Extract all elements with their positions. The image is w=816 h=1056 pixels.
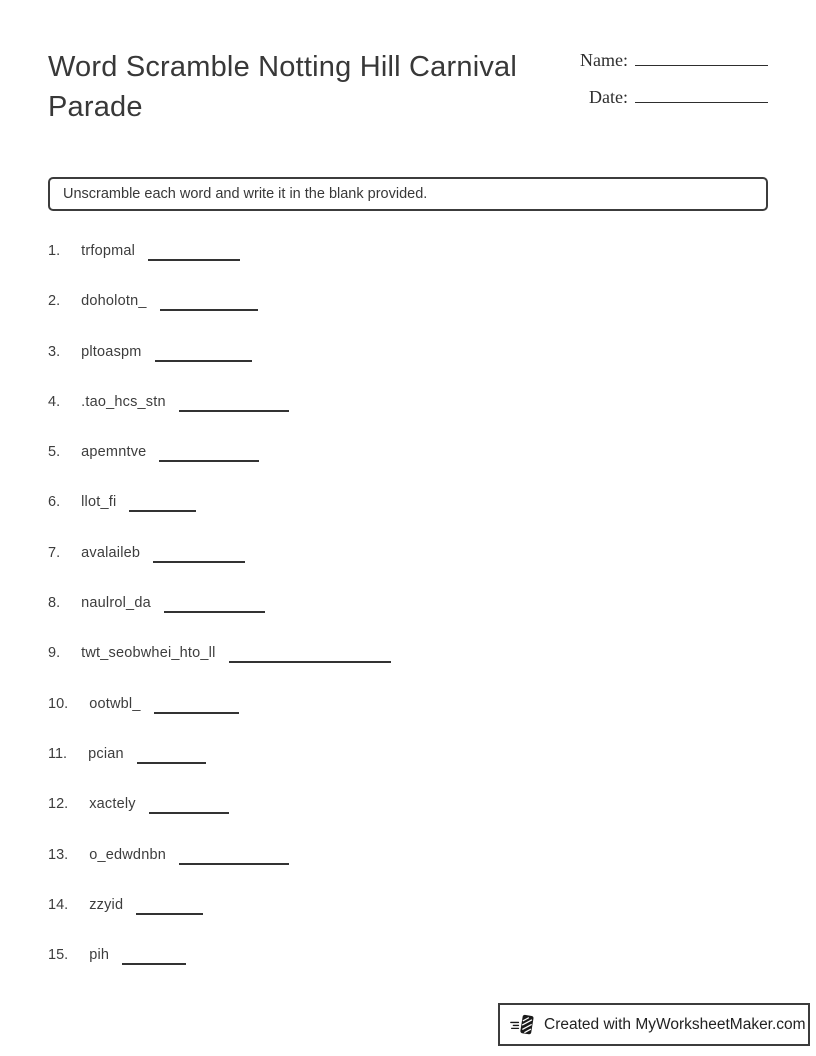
scrambled-word: .tao_hcs_stn (81, 393, 166, 410)
item-number: 6. (48, 494, 61, 511)
word-scramble-row (48, 290, 748, 312)
date-row (560, 87, 768, 108)
name-row (560, 50, 768, 71)
name-blank-line (635, 53, 768, 66)
flying-worksheet-logo-icon (510, 1011, 537, 1039)
item-number: 1. (48, 243, 61, 259)
answer-blank-line (179, 849, 289, 865)
scrambled-word: pcian (88, 745, 124, 762)
item-number: 14. (48, 896, 69, 913)
word-scramble-row (48, 944, 748, 966)
word-scramble-row (48, 391, 748, 413)
word-scramble-row (48, 693, 748, 715)
word-scramble-row (48, 844, 748, 866)
instructions-box (48, 177, 768, 211)
name-label: Name: (580, 50, 628, 70)
answer-blank-line (149, 798, 229, 814)
item-number: 15. (48, 947, 69, 964)
item-number: 13. (48, 846, 69, 863)
answer-blank-line (122, 949, 186, 965)
word-scramble-row (48, 743, 748, 765)
footer-credit-box (498, 1003, 810, 1046)
word-scramble-row (48, 642, 748, 664)
answer-blank-line (137, 748, 206, 764)
scrambled-word: ootwbl_ (89, 695, 141, 712)
word-scramble-row (48, 793, 748, 815)
item-number: 8. (48, 595, 61, 612)
item-number: 10. (48, 695, 69, 712)
scrambled-word: avalaileb (81, 544, 141, 561)
scrambled-word: pih (89, 947, 110, 964)
item-number: 4. (48, 393, 61, 410)
word-scramble-row (48, 592, 748, 614)
answer-blank-line (229, 647, 391, 663)
scrambled-word: naulrol_da (81, 595, 151, 612)
word-scramble-row (48, 441, 748, 463)
scrambled-word: apemntve (81, 444, 147, 461)
word-scramble-row (48, 542, 748, 564)
answer-blank-line (129, 496, 196, 512)
word-list (48, 240, 748, 994)
instructions-text: Unscramble each word and write it in the blank provided. (63, 186, 428, 202)
date-blank-line (635, 90, 768, 103)
item-number: 9. (48, 645, 61, 662)
word-scramble-row (48, 491, 748, 513)
item-number: 2. (48, 293, 61, 310)
footer-credit-text: Created with MyWorksheetMaker.com (544, 1015, 806, 1033)
item-number: 12. (48, 796, 69, 813)
item-number: 3. (48, 343, 61, 360)
answer-blank-line (160, 295, 258, 311)
scrambled-word: doholotn_ (81, 293, 147, 310)
answer-blank-line (159, 446, 259, 462)
answer-blank-line (154, 698, 239, 714)
answer-blank-line (136, 899, 203, 915)
answer-blank-line (153, 547, 245, 563)
name-date-block (560, 50, 768, 124)
page-title: Word Scramble Notting Hill Carnival Parade (48, 51, 518, 123)
word-scramble-row (48, 240, 748, 262)
scrambled-word: llot_fi (81, 494, 117, 511)
answer-blank-line (164, 597, 265, 613)
scrambled-word: twt_seobwhei_hto_ll (81, 645, 216, 662)
item-number: 11. (48, 745, 68, 762)
word-scramble-row (48, 341, 748, 363)
word-scramble-row (48, 894, 748, 916)
answer-blank-line (148, 245, 240, 261)
date-label: Date: (589, 87, 628, 107)
scrambled-word: xactely (89, 796, 136, 813)
scrambled-word: zzyid (89, 896, 124, 913)
scrambled-word: pltoaspm (81, 343, 142, 360)
item-number: 7. (48, 544, 61, 561)
answer-blank-line (155, 346, 252, 362)
scrambled-word: o_edwdnbn (89, 846, 166, 863)
item-number: 5. (48, 444, 61, 461)
scrambled-word: trfopmal (81, 243, 136, 259)
answer-blank-line (179, 396, 289, 412)
